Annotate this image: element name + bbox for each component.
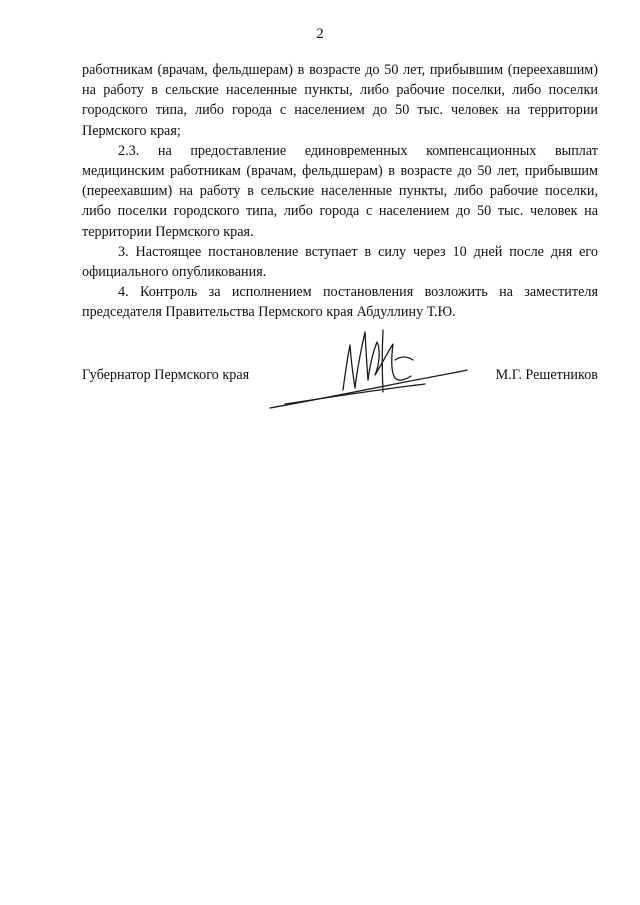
- page-number: 2: [316, 26, 324, 42]
- paragraph-item-2-3: 2.3. на предоставление единовременных компенсационных выплат медицинским работникам (врачам, фельдшерам) в возрасте до 50 лет, прибывшим (переехавшим) на работу в сельские населенные пункты, либо рабочие поселки, либо поселки городского типа, либо города с населением до 50 тыс. человек на территории Пермского края.: [82, 142, 598, 240]
- signatory-title: Губернатор Пермского края: [82, 367, 250, 383]
- signatory-name: М.Г. Решетников: [495, 367, 598, 383]
- paragraph-item-4: 4. Контроль за исполнением постановления возложить на заместителя председателя Правительства Пермского края Абдуллину Т.Ю.: [82, 284, 598, 321]
- document-body: [82, 60, 598, 323]
- paragraph-continuation: работникам (врачам, фельдшерам) в возрасте до 50 лет, прибывшим (переехавшим) на работу в сельские населенные пункты, либо рабочие поселки, либо поселки городского типа, либо города с населением до 50 тыс. человек на территории Пермского края;: [82, 62, 598, 139]
- paragraph-item-3: 3. Настоящее постановление вступает в силу через 10 дней после дня его официального опубликования.: [82, 243, 598, 281]
- handwritten-signature: [255, 320, 470, 415]
